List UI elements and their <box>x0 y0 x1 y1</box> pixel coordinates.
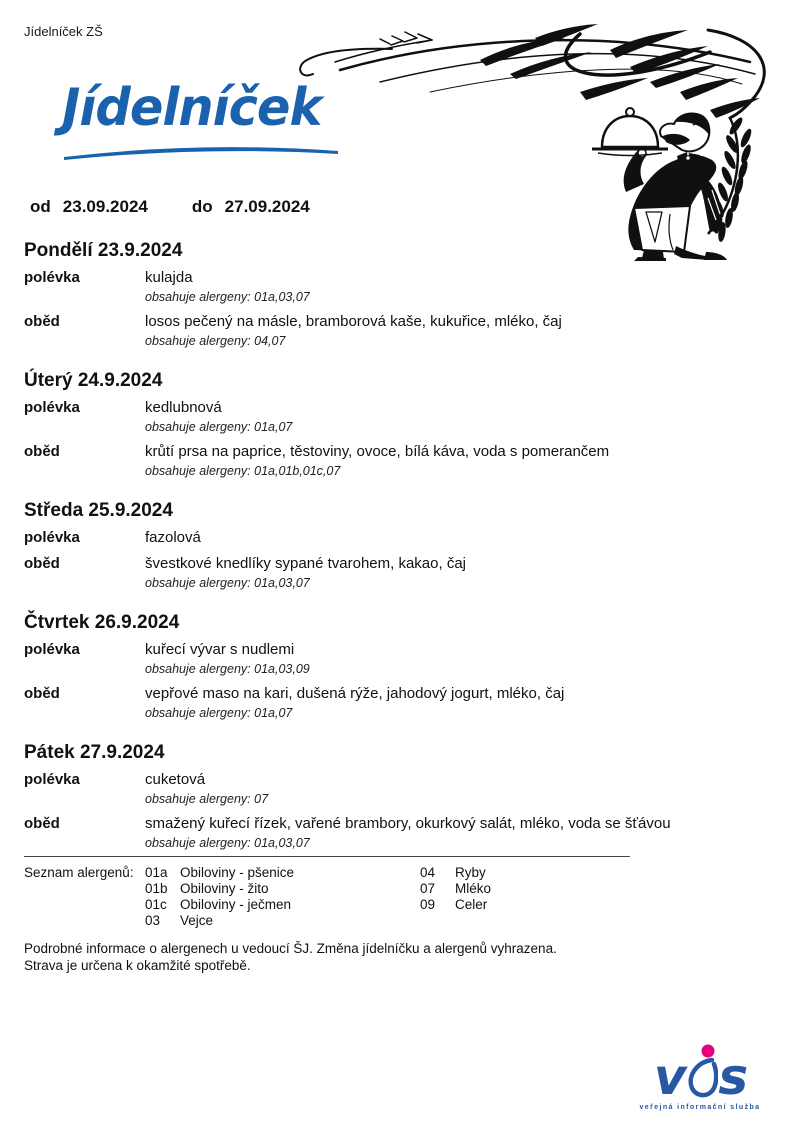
dish-text: švestkové knedlíky sypané tvarohem, kakao, čaj <box>145 555 466 572</box>
course-body <box>145 771 770 807</box>
allergen-code: 01a <box>145 865 168 880</box>
vis-letter-v: v <box>653 1048 685 1106</box>
day-title: Úterý 24.9.2024 <box>24 370 163 391</box>
legend-item <box>420 865 491 881</box>
allergen-line <box>145 792 770 807</box>
allergen-line <box>145 290 770 305</box>
date-to-label: do <box>191 197 213 216</box>
course-row-soup <box>24 641 770 677</box>
allergen-name: Vejce <box>180 913 214 928</box>
legend-item <box>145 865 420 881</box>
allergen-line <box>145 334 770 349</box>
course-row-soup <box>24 771 770 807</box>
dish-text: krůtí prsa na paprice, těstoviny, ovoce, bílá káva, voda s pomerančem <box>145 443 610 460</box>
allergen-code: 03 <box>145 913 161 928</box>
vis-logo-subtitle: veřejná informační služba <box>639 1104 761 1111</box>
allergen-label: obsahuje alergeny: <box>145 662 251 676</box>
course-label-lunch: oběd <box>24 443 60 460</box>
course-body <box>145 529 770 547</box>
allergen-codes: 01a,07 <box>254 420 293 434</box>
course-label-lunch: oběd <box>24 313 60 330</box>
allergen-label: obsahuje alergeny: <box>145 334 251 348</box>
dish-text: fazolová <box>145 529 201 546</box>
allergen-legend-block <box>24 856 770 974</box>
course-label-lunch: oběd <box>24 685 60 702</box>
day-section-tuesday <box>24 370 770 479</box>
course-label-soup: polévka <box>24 641 80 658</box>
legend-item <box>145 897 420 913</box>
allergen-codes: 01a,01b,01c,07 <box>254 464 341 478</box>
day-title: Pátek 27.9.2024 <box>24 742 165 763</box>
legend-item <box>420 881 491 897</box>
course-body <box>145 313 770 349</box>
allergen-line <box>145 706 770 721</box>
allergen-codes: 01a,03,09 <box>254 662 310 676</box>
day-section-friday <box>24 742 770 851</box>
course-label-lunch: oběd <box>24 815 60 832</box>
validity-date-range <box>30 197 310 217</box>
vis-letter-s: s <box>718 1048 747 1106</box>
day-title: Středa 25.9.2024 <box>24 500 173 521</box>
course-row-lunch <box>24 815 770 851</box>
allergen-name: Obiloviny - pšenice <box>180 865 295 880</box>
allergen-code: 01b <box>145 881 168 896</box>
dish-text: vepřové maso na kari, dušená rýže, jahodový jogurt, mléko, čaj <box>145 685 565 702</box>
dish-text: losos pečený na másle, bramborová kaše, kukuřice, mléko, čaj <box>145 313 562 330</box>
allergen-codes: 01a,03,07 <box>254 576 310 590</box>
course-body <box>145 641 770 677</box>
dish-text: smažený kuřecí řízek, vařené brambory, okurkový salát, mléko, voda se šťávou <box>145 815 671 832</box>
course-label-soup: polévka <box>24 399 80 416</box>
allergen-legend <box>24 865 770 929</box>
day-section-monday <box>24 240 770 349</box>
day-title: Pondělí 23.9.2024 <box>24 240 183 261</box>
legend-label: Seznam alergenů: <box>24 865 134 880</box>
course-body <box>145 685 770 721</box>
course-row-lunch <box>24 313 770 349</box>
course-body <box>145 443 770 479</box>
header-ornament-illustration <box>280 22 794 262</box>
vis-logo <box>630 1040 770 1111</box>
waiter-illustration <box>592 108 727 261</box>
logo-underline-swoosh <box>62 140 340 160</box>
course-label-soup: polévka <box>24 269 80 286</box>
course-row-lunch <box>24 555 770 591</box>
course-row-soup <box>24 399 770 435</box>
dish-text: kuřecí vývar s nudlemi <box>145 641 295 658</box>
allergen-code: 07 <box>420 881 436 896</box>
vis-logo-letters <box>630 1040 770 1106</box>
course-row-soup <box>24 269 770 305</box>
allergen-line <box>145 464 770 479</box>
legend-column-1 <box>145 865 420 929</box>
separator-line <box>24 856 630 857</box>
footer-note-line2: Strava je určena k okamžité spotřebě. <box>24 957 251 973</box>
date-from-label: od <box>30 197 51 216</box>
allergen-label: obsahuje alergeny: <box>145 420 251 434</box>
allergen-code: 04 <box>420 865 436 880</box>
allergen-name: Ryby <box>455 865 486 880</box>
day-section-wednesday <box>24 500 770 591</box>
course-label-lunch: oběd <box>24 555 60 572</box>
flourish-leaves <box>480 24 760 118</box>
allergen-codes: 04,07 <box>254 334 286 348</box>
allergen-code: 09 <box>420 897 436 912</box>
allergen-code: 01c <box>145 897 167 912</box>
vis-letter-i-swoosh-icon <box>684 1040 718 1100</box>
footer-notes <box>24 941 770 974</box>
date-to-value: 27.09.2024 <box>224 197 310 216</box>
menu-logo-text: Jídelníček <box>62 78 322 138</box>
allergen-codes: 01a,03,07 <box>254 836 310 850</box>
legend-item <box>145 913 420 929</box>
allergen-label: obsahuje alergeny: <box>145 290 251 304</box>
course-label-soup: polévka <box>24 529 80 546</box>
course-body <box>145 269 770 305</box>
weekly-menu <box>24 240 770 872</box>
course-body <box>145 555 770 591</box>
course-label-soup: polévka <box>24 771 80 788</box>
allergen-line <box>145 662 770 677</box>
course-body <box>145 399 770 435</box>
allergen-line <box>145 576 770 591</box>
allergen-label: obsahuje alergeny: <box>145 576 251 590</box>
allergen-line <box>145 420 770 435</box>
allergen-label: obsahuje alergeny: <box>145 706 251 720</box>
course-body <box>145 815 770 851</box>
allergen-codes: 01a,07 <box>254 706 293 720</box>
allergen-name: Celer <box>455 897 488 912</box>
course-row-lunch <box>24 443 770 479</box>
allergen-codes: 01a,03,07 <box>254 290 310 304</box>
menu-logo <box>62 78 352 160</box>
course-row-soup <box>24 529 770 547</box>
dish-text: kulajda <box>145 269 193 286</box>
course-row-lunch <box>24 685 770 721</box>
allergen-label: obsahuje alergeny: <box>145 836 251 850</box>
legend-column-2 <box>420 865 491 929</box>
day-section-thursday <box>24 612 770 721</box>
allergen-name: Obiloviny - žito <box>180 881 269 896</box>
allergen-name: Mléko <box>455 881 492 896</box>
footer-note-line1: Podrobné informace o alergenech u vedoucí ŠJ. Změna jídelníčku a alergenů vyhrazena. <box>24 941 557 956</box>
date-from-value: 23.09.2024 <box>62 197 148 216</box>
legend-item <box>420 897 491 913</box>
allergen-codes: 07 <box>254 792 269 806</box>
allergen-name: Obiloviny - ječmen <box>180 897 292 912</box>
dish-text: cuketová <box>145 771 206 788</box>
document-header-title: Jídelníček ZŠ <box>24 24 103 39</box>
dish-text: kedlubnová <box>145 399 222 416</box>
day-title: Čtvrtek 26.9.2024 <box>24 612 180 633</box>
legend-item <box>145 881 420 897</box>
allergen-label: obsahuje alergeny: <box>145 792 251 806</box>
allergen-label: obsahuje alergeny: <box>145 464 251 478</box>
allergen-line <box>145 836 770 851</box>
